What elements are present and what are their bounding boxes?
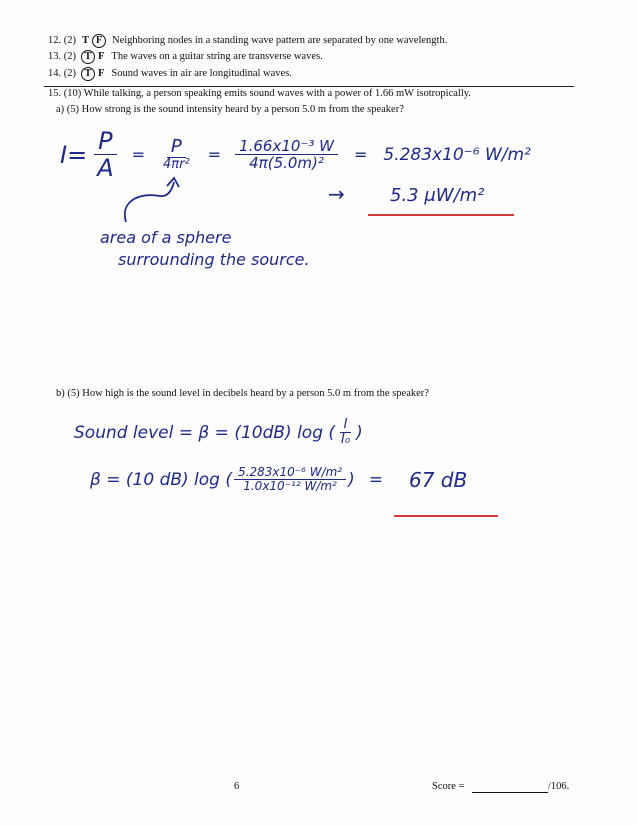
fraction-denominator: A xyxy=(97,154,114,183)
question-text: The waves on a guitar string are transverse waves. xyxy=(111,51,323,62)
answer-underline xyxy=(394,515,498,517)
equals-sign: = xyxy=(353,145,368,165)
sphere-note-line1: area of a sphere xyxy=(100,228,232,247)
true-option: T xyxy=(82,35,90,46)
question-number: 12. (2) xyxy=(48,35,76,46)
result-arrow-icon: → xyxy=(328,182,345,206)
tf-question-row xyxy=(48,34,447,48)
formula-suffix: ) xyxy=(356,422,363,443)
question-15b-prompt: b) (5) How high is the sound level in decibels heard by a person 5.0 m from the speaker? xyxy=(56,388,429,399)
equals-sign: = xyxy=(368,469,383,490)
intensity-ratio-fraction xyxy=(337,418,354,448)
sphere-note-line2: surrounding the source. xyxy=(118,250,310,269)
divider-line xyxy=(44,86,574,87)
true-option: T xyxy=(81,50,95,64)
power-over-sphere-fraction xyxy=(159,137,194,172)
fraction-numerator: P xyxy=(94,128,116,155)
fraction-denominator: 1.0x10⁻¹² W/m² xyxy=(243,479,337,494)
equals-sign: = xyxy=(131,145,146,165)
sound-level-formula xyxy=(74,418,363,448)
question-15a-prompt: a) (5) How strong is the sound intensity heard by a person 5.0 m from the speaker? xyxy=(56,104,404,115)
question-text: Neighboring nodes in a standing wave pattern are separated by one wavelength. xyxy=(112,35,448,46)
intensity-final-answer: 5.3 μW/m² xyxy=(390,185,485,206)
intensity-symbol: I= xyxy=(60,140,88,169)
answer-underline xyxy=(368,214,514,216)
equals-sign: = xyxy=(207,145,222,165)
numeric-ratio-fraction xyxy=(234,466,346,493)
score-total: /106. xyxy=(548,781,570,792)
question-number: 13. (2) xyxy=(48,51,76,62)
fraction-denominator: 4π(5.0m)² xyxy=(249,154,324,173)
formula-prefix: Sound level = β = (10dB) log ( xyxy=(74,422,336,443)
numeric-substitution-fraction xyxy=(235,138,338,172)
tf-question-row xyxy=(48,67,292,81)
curved-arrow-icon xyxy=(118,170,198,230)
score-label: Score = xyxy=(432,781,465,792)
sound-level-final-answer: 67 dB xyxy=(409,467,468,492)
fraction-denominator: 4πr² xyxy=(163,157,190,173)
false-option: F xyxy=(98,68,105,79)
fraction-numerator: 5.283x10⁻⁶ W/m² xyxy=(234,466,346,480)
power-over-area-fraction xyxy=(93,128,117,182)
score-blank-line xyxy=(472,792,548,793)
false-option: F xyxy=(92,34,106,48)
intensity-result: 5.283x10⁻⁶ W/m² xyxy=(383,144,531,165)
sound-level-substitution xyxy=(90,466,467,493)
question-15-intro: 15. (10) While talking, a person speaking emits sound waves with a power of 1.66 mW isotropically. xyxy=(48,88,471,99)
true-option: T xyxy=(81,67,95,81)
fraction-denominator: I₀ xyxy=(341,432,351,448)
page-number: 6 xyxy=(234,781,240,792)
substitution-suffix: ) xyxy=(348,469,355,490)
substitution-prefix: β = (10 dB) log ( xyxy=(90,469,233,490)
tf-question-row xyxy=(48,50,323,64)
fraction-numerator: 1.66x10⁻³ W xyxy=(235,138,338,156)
fraction-numerator: I xyxy=(340,418,352,433)
question-text: Sound waves in air are longitudinal waves. xyxy=(111,68,292,79)
question-number: 14. (2) xyxy=(48,68,76,79)
false-option: F xyxy=(98,51,105,62)
fraction-numerator: P xyxy=(167,137,186,158)
